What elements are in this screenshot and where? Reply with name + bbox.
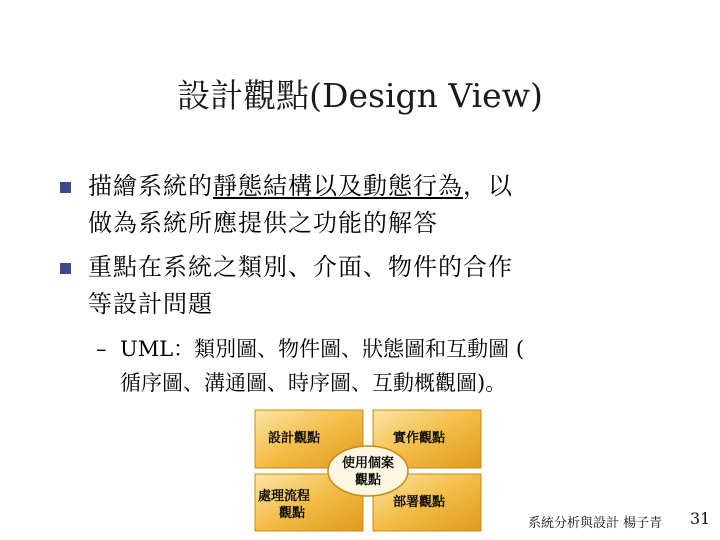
bullet-item-1 xyxy=(60,168,680,242)
sub-bullet-line1: UML：類別圖、物件圖、狀態圖和互動圖 ( xyxy=(120,337,525,361)
footer-text: 系統分析與設計 楊子青 xyxy=(528,516,663,531)
bullet-1-text xyxy=(88,168,680,242)
label-implementation-view: 實作觀點 xyxy=(393,431,446,446)
bullet-2-text xyxy=(88,249,680,323)
bullet-item-2 xyxy=(60,249,680,323)
sub-bullet-line2: 循序圖、溝通圖、時序圖、互動概觀圖)。 xyxy=(120,371,507,395)
square-bullet-icon xyxy=(60,263,71,274)
dash-bullet: – xyxy=(96,337,107,361)
label-deployment-view: 部署觀點 xyxy=(393,495,446,510)
square-bullet-icon xyxy=(60,182,71,193)
label-use-case-view-line2: 觀點 xyxy=(354,473,381,488)
page-number: 31 xyxy=(690,509,711,528)
bullet-1-line2: 做為系統所應提供之功能的解答 xyxy=(88,209,438,237)
views-diagram xyxy=(253,408,483,533)
bullet-1-underlined-text: 靜態結構以及動態行為 xyxy=(213,172,463,200)
slide-title: 設計觀點(Design View) xyxy=(177,76,543,115)
bullet-square xyxy=(60,263,71,274)
label-design-view: 設計觀點 xyxy=(268,431,321,446)
bullet-1-line1-post: ，以 xyxy=(463,172,513,200)
label-process-view-line1: 處理流程 xyxy=(258,489,311,504)
bullet-2-line2: 等設計問題 xyxy=(88,290,213,318)
sub-bullet xyxy=(96,332,696,400)
bullet-square xyxy=(60,182,71,193)
label-use-case-view-line1: 使用個案 xyxy=(341,456,394,471)
label-process-view-line2: 觀點 xyxy=(278,506,305,521)
bullet-2-line1: 重點在系統之類別、介面、物件的合作 xyxy=(88,253,513,281)
bullet-1-line1-pre: 描繪系統的 xyxy=(88,172,213,200)
sub-bullet-text xyxy=(120,332,696,400)
